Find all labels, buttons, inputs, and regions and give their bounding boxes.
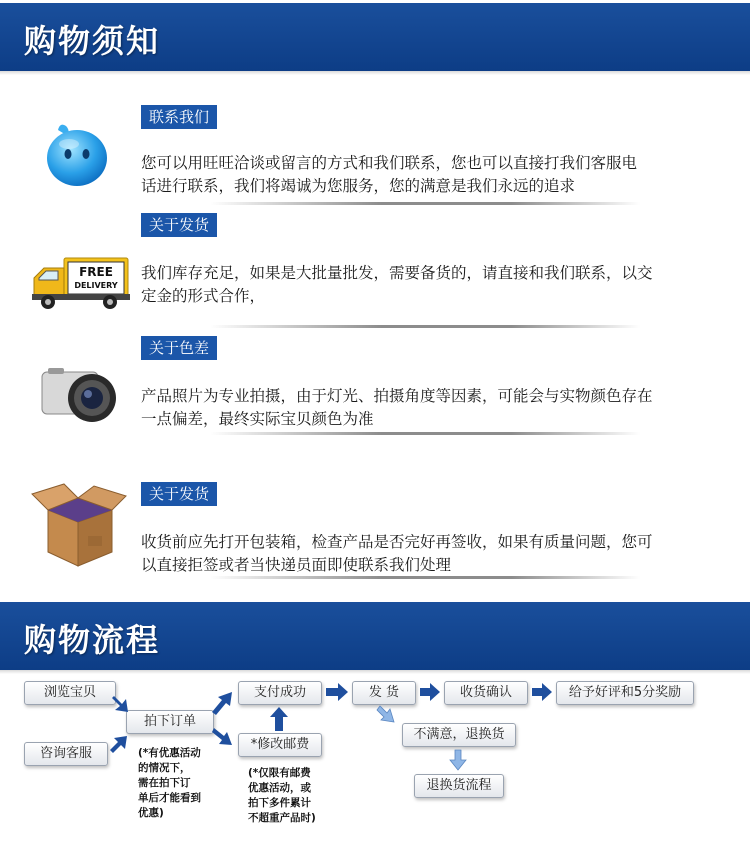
step-modify-postage: *修改邮费 [238, 733, 322, 757]
step-return-process: 退换货流程 [414, 774, 504, 798]
step-unsatisfied: 不满意，退换货 [402, 723, 516, 747]
receipt-tag: 关于发货 [141, 482, 217, 506]
shopping-notice-title: 购物须知 [24, 22, 161, 60]
arrow-consult-order [110, 736, 127, 753]
step-pay: 支付成功 [238, 681, 322, 705]
order-note: (*有优惠活动 的情况下， 需在拍下订 单后才能看到 优惠) [138, 747, 201, 819]
step-ship: 发 货 [352, 681, 416, 705]
step-confirm: 收货确认 [444, 681, 528, 705]
arrow-ship-unsatisfied [377, 706, 394, 722]
arrow-order-pay [212, 692, 232, 715]
step-order: 拍下订单 [126, 710, 214, 734]
arrow-modify-pay [270, 707, 288, 731]
delivery-text: 我们库存充足，如果是大批量批发，需要备货的，请直接和我们联系，以交定金的形式合作， [141, 264, 653, 305]
step-consult: 咨询客服 [24, 742, 108, 766]
arrow-pay-ship [326, 683, 348, 701]
delivery-tag: 关于发货 [141, 213, 217, 237]
step-browse: 浏览宝贝 [24, 681, 116, 705]
truck-free-text: FREE [79, 265, 113, 279]
color-tag: 关于色差 [141, 336, 217, 360]
contact-text: 您可以用旺旺洽谈或留言的方式和我们联系，您也可以直接打我们客服电话进行联系，我们将竭诚为您服务，您的满意是我们永远的追求 [141, 154, 638, 195]
receipt-text: 收货前应先打开包装箱，检查产品是否完好再签收，如果有质量问题，您可以直接拒签或者当快递员面即使联系我们处理 [141, 533, 653, 574]
shopping-process-title: 购物流程 [24, 621, 161, 659]
arrow-ship-confirm [420, 683, 440, 701]
truck-delivery-text: DELIVERY [74, 281, 118, 290]
color-text: 产品照片为专业拍摄，由于灯光、拍摄角度等因素，可能会与实物颜色存在一点偏差，最终实际宝贝颜色为准 [141, 387, 653, 428]
arrow-unsatisfied-return [450, 750, 466, 770]
arrow-browse-order [112, 696, 128, 712]
step-review: 给予好评和5分奖励 [556, 681, 694, 705]
arrow-order-modify [212, 728, 232, 745]
contact-tag: 联系我们 [141, 105, 217, 129]
arrow-confirm-review [532, 683, 552, 701]
postage-note: (*仅限有邮费 优惠活动，或 拍下多件累计 不超重产品时) [248, 767, 316, 824]
